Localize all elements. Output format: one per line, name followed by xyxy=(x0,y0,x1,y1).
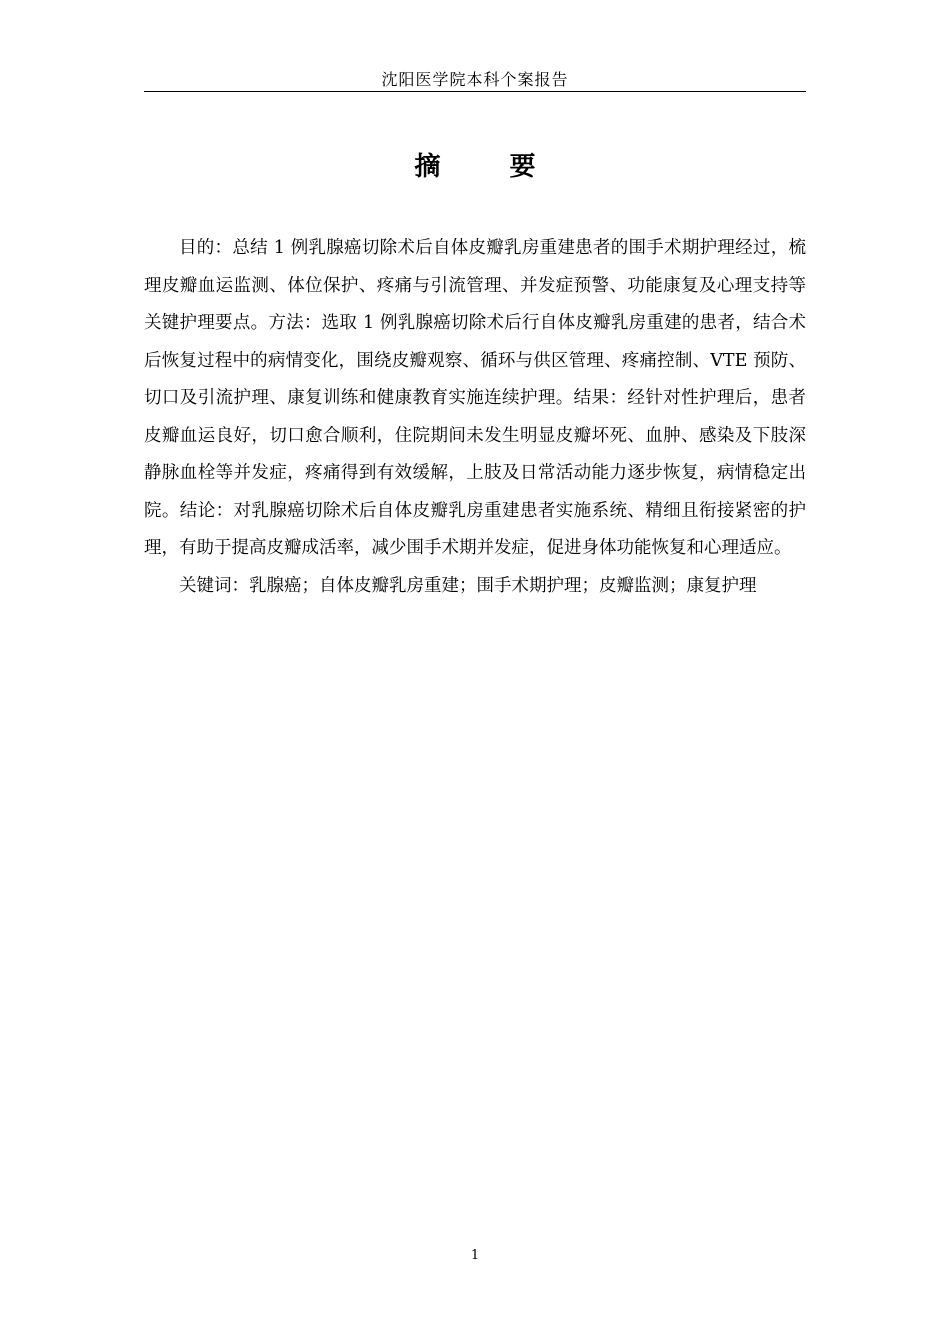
abstract-label: 目的： xyxy=(179,238,233,258)
keywords-label: 关键词： xyxy=(179,575,249,596)
keywords-text: 乳腺癌；自体皮瓣乳房重建；围手术期护理；皮瓣监测；康复护理 xyxy=(249,575,757,596)
abstract-body xyxy=(144,230,806,605)
abstract-text: 总结 1 例乳腺癌切除术后自体皮瓣乳房重建患者的围手术期护理经过，梳理皮瓣血运监测、体位保护、疼痛与引流管理、并发症预警、功能康复及心理支持等关键护理要点。方法：选取 1 例乳腺癌切除术后行自体皮瓣乳房重建的患者，结合术后恢复过程中的病情变化，围绕皮瓣观察、循环与供区管理、疼痛控制、VTE 预防、切口及引流护理、康复训练和健康教育实施连续护理。结果：经针对性护理后，患者皮瓣血运良好，切口愈合顺利，住院期间未发生明显皮瓣坏死、血肿、感染及下肢深静脉血栓等并发症，疼痛得到有效缓解，上肢及日常活动能力逐步恢复，病情稳定出院。结论：对乳腺癌切除术后自体皮瓣乳房重建患者实施系统、精细且衔接紧密的护理，有助于提高皮瓣成活率，减少围手术期并发症，促进身体功能恢复和心理适应。 xyxy=(144,238,807,558)
page-number: 1 xyxy=(470,1248,480,1263)
keywords-paragraph xyxy=(144,568,806,606)
abstract-paragraph xyxy=(144,230,806,568)
header-divider xyxy=(144,91,806,92)
running-header: 沈阳医学院本科个案报告 xyxy=(381,70,569,89)
page-title: 摘 要 xyxy=(414,152,566,182)
